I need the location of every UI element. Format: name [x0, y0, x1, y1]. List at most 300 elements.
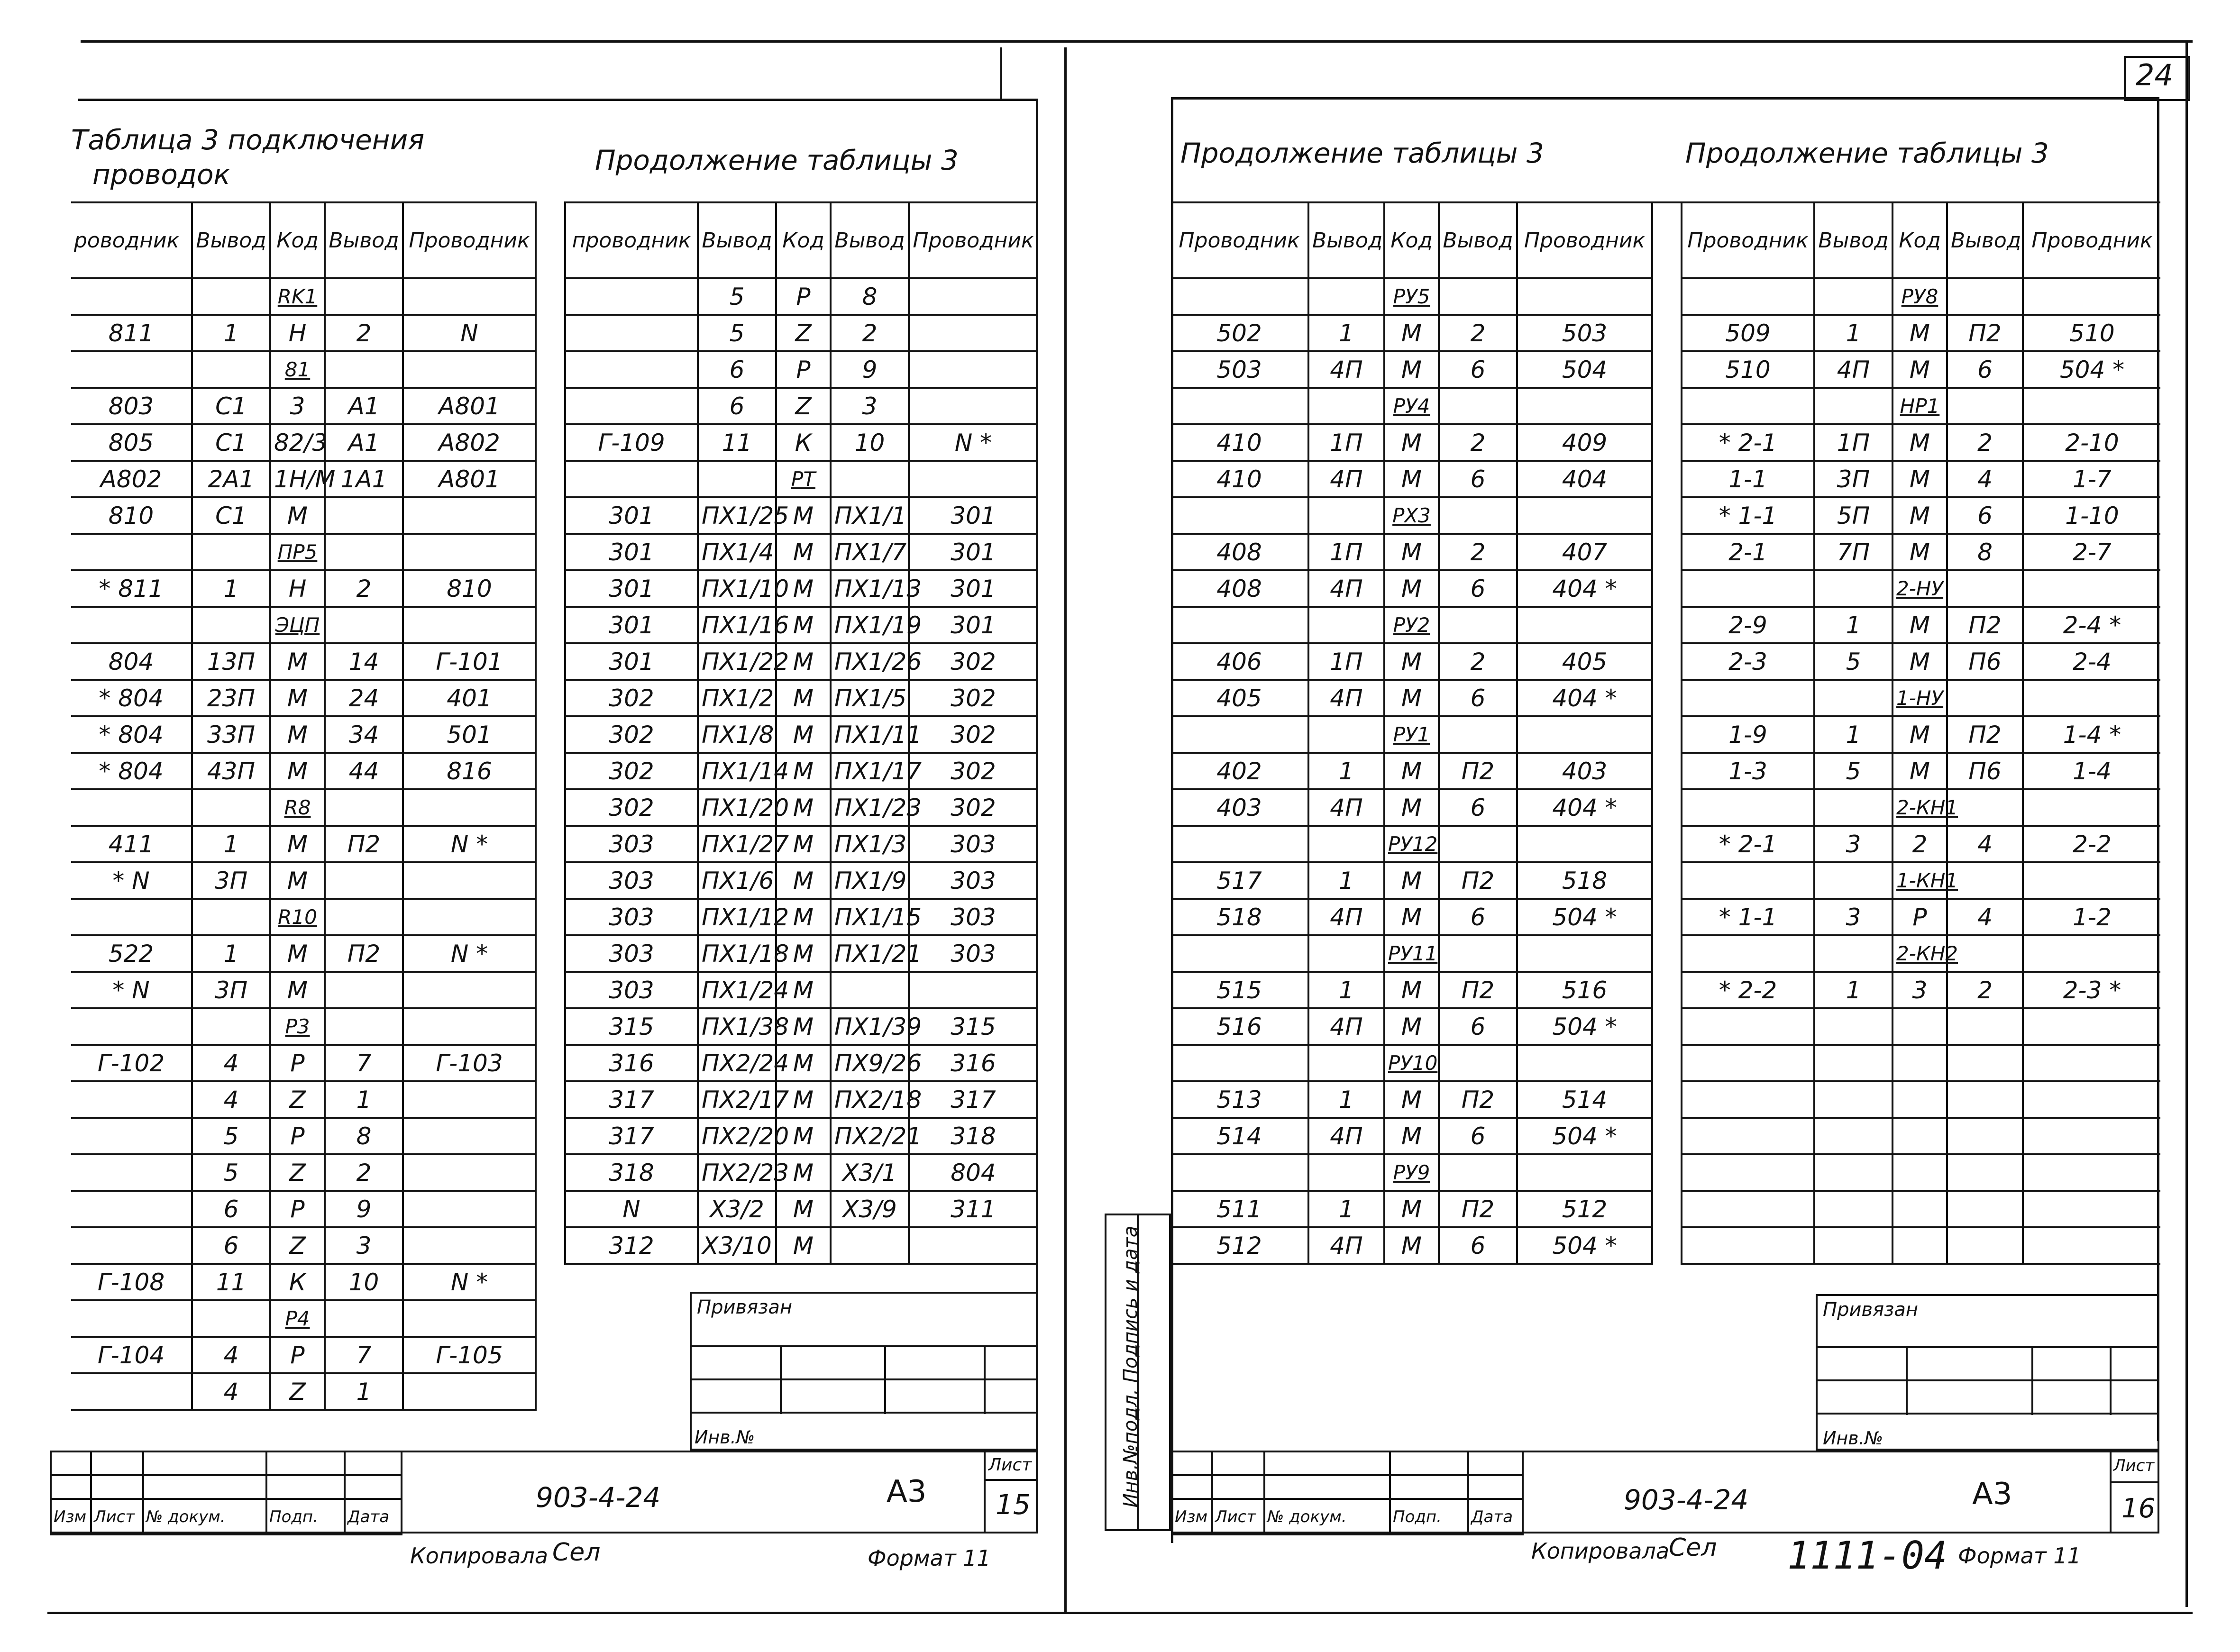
- table-row: [1171, 1118, 1652, 1154]
- table-cell: 3: [325, 1227, 403, 1264]
- table-cell: 805: [71, 424, 192, 461]
- code-cell: 2-КН2: [1893, 935, 1947, 972]
- table-cell: 34: [325, 716, 403, 753]
- code-cell: М: [270, 753, 325, 789]
- table-row: [71, 351, 536, 388]
- table-row: [565, 534, 1037, 570]
- table-row: [565, 862, 1037, 899]
- format-label: Формат 11: [1958, 1543, 2081, 1569]
- code-cell: М: [1384, 534, 1439, 570]
- table-cell: N *: [403, 1264, 536, 1300]
- table-row: [565, 1227, 1037, 1264]
- table-cell: 5: [192, 1154, 270, 1191]
- table-cell: Х3/9: [831, 1191, 909, 1227]
- table-cell: [1171, 1045, 1308, 1081]
- code-cell: М: [1384, 1191, 1439, 1227]
- table-cell: [325, 278, 403, 315]
- table-cell: С1: [192, 497, 270, 534]
- code-cell: М: [270, 497, 325, 534]
- table-cell: 303: [909, 899, 1037, 935]
- code-cell: Р: [270, 1045, 325, 1081]
- table-cell: [1517, 1154, 1652, 1191]
- table-cell: 9: [831, 351, 909, 388]
- code-cell: М: [270, 716, 325, 753]
- table-cell: 1-1: [1682, 461, 1814, 497]
- stamp-label: № докум.: [143, 1499, 266, 1534]
- table-cell: [1517, 497, 1652, 534]
- table-cell: [1814, 680, 1893, 716]
- table-cell: 4П: [1308, 680, 1384, 716]
- table-row: [1171, 1081, 1652, 1118]
- table-cell: [1947, 1191, 2023, 1227]
- table-row: [71, 826, 536, 862]
- table-cell: 1-3: [1682, 753, 1814, 789]
- table-cell: 503: [1517, 315, 1652, 351]
- table-cell: [403, 1118, 536, 1154]
- col-header: Вывод: [1814, 202, 1893, 278]
- code-cell: М: [776, 607, 831, 643]
- table-cell: 517: [1171, 862, 1308, 899]
- table-cell: [1308, 1045, 1384, 1081]
- table-cell: 6: [1439, 570, 1517, 607]
- table-cell: 1-9: [1682, 716, 1814, 753]
- table-header-row: [71, 202, 536, 278]
- table-cell: [1947, 935, 2023, 972]
- table-row: [1171, 424, 1652, 461]
- table-cell: 1: [192, 826, 270, 862]
- table-cell: 7: [325, 1045, 403, 1081]
- table-cell: 8: [831, 278, 909, 315]
- table-row: [71, 388, 536, 424]
- grid-line: [984, 1345, 986, 1414]
- table-cell: 302: [909, 753, 1037, 789]
- table-row: [1171, 534, 1652, 570]
- table-cell: 44: [325, 753, 403, 789]
- table-cell: [1947, 1008, 2023, 1045]
- code-cell: РУ1: [1384, 716, 1439, 753]
- table-cell: 1-7: [2023, 461, 2160, 497]
- table-cell: [71, 534, 192, 570]
- table-cell: 804: [71, 643, 192, 680]
- table-cell: 1: [1308, 1081, 1384, 1118]
- table-cell: [403, 1154, 536, 1191]
- table-cell: А1: [325, 388, 403, 424]
- table-cell: [1308, 497, 1384, 534]
- table-row: [1171, 935, 1652, 972]
- code-cell: Z: [776, 315, 831, 351]
- code-cell: М: [270, 935, 325, 972]
- table-cell: 408: [1171, 534, 1308, 570]
- table-cell: Г-105: [403, 1337, 536, 1373]
- grid-line: [984, 1451, 986, 1533]
- table-row: [1171, 1227, 1652, 1264]
- table-row: [1171, 899, 1652, 935]
- code-cell: М: [1893, 607, 1947, 643]
- code-cell: М: [1384, 680, 1439, 716]
- table-cell: * 804: [71, 680, 192, 716]
- code-cell: Р: [270, 1118, 325, 1154]
- table-cell: 317: [909, 1081, 1037, 1118]
- code-cell: М: [1893, 716, 1947, 753]
- table-cell: 502: [1171, 315, 1308, 351]
- code-cell: Р: [776, 351, 831, 388]
- copier-signature: Сел: [1669, 1533, 1717, 1562]
- table-cell: 2: [1439, 424, 1517, 461]
- table-cell: 301: [909, 497, 1037, 534]
- table-cell: 2-3: [1682, 643, 1814, 680]
- wiring-table-c: [1171, 201, 1653, 1265]
- table-cell: [71, 607, 192, 643]
- table-cell: 23П: [192, 680, 270, 716]
- table-cell: ПХ1/9: [831, 862, 909, 899]
- table-cell: [1171, 278, 1308, 315]
- table-cell: [2023, 1191, 2160, 1227]
- col-header: Код: [1384, 202, 1439, 278]
- code-cell: РУ2: [1384, 607, 1439, 643]
- table-cell: * 804: [71, 753, 192, 789]
- code-cell: К: [270, 1264, 325, 1300]
- table-row: [1171, 388, 1652, 424]
- table-cell: ПХ1/22: [698, 643, 776, 680]
- table-cell: 302: [565, 716, 698, 753]
- table-row: [565, 680, 1037, 716]
- table-cell: 6: [1439, 789, 1517, 826]
- table-cell: [403, 1008, 536, 1045]
- table-cell: 6: [192, 1191, 270, 1227]
- table-cell: 316: [909, 1045, 1037, 1081]
- table-row: [565, 1008, 1037, 1045]
- col-header: Проводник: [1517, 202, 1652, 278]
- table-cell: 2-1: [1682, 534, 1814, 570]
- table-row: [1682, 607, 2160, 643]
- table-cell: 2: [831, 315, 909, 351]
- table-cell: [2023, 570, 2160, 607]
- table-cell: 2-2: [2023, 826, 2160, 862]
- table-cell: Х3/10: [698, 1227, 776, 1264]
- code-cell: 1-НУ: [1893, 680, 1947, 716]
- table-cell: [565, 351, 698, 388]
- table-cell: 302: [565, 789, 698, 826]
- table-cell: 8: [325, 1118, 403, 1154]
- table-row: [1171, 497, 1652, 534]
- table-cell: [1682, 1081, 1814, 1118]
- table-cell: 4П: [1308, 351, 1384, 388]
- code-cell: М: [776, 862, 831, 899]
- table-cell: 404 *: [1517, 680, 1652, 716]
- table-cell: [2023, 1045, 2160, 1081]
- code-cell: Р4: [270, 1300, 325, 1337]
- code-cell: М: [776, 935, 831, 972]
- table-cell: 518: [1171, 899, 1308, 935]
- table-cell: [1308, 607, 1384, 643]
- table-row: [1171, 972, 1652, 1008]
- table-cell: 504 *: [1517, 899, 1652, 935]
- table-row: [565, 899, 1037, 935]
- sheet-number: 15: [996, 1488, 1031, 1521]
- table-row: [1682, 1045, 2160, 1081]
- table-cell: 512: [1171, 1227, 1308, 1264]
- code-cell: НР1: [1893, 388, 1947, 424]
- col-header: Вывод: [1308, 202, 1384, 278]
- table-cell: 2: [1947, 972, 2023, 1008]
- table-cell: ПХ1/25: [698, 497, 776, 534]
- table-cell: 5: [1814, 643, 1893, 680]
- left-sheet-top-border: [78, 99, 1038, 101]
- table-cell: 504 *: [2023, 351, 2160, 388]
- table-row: [71, 862, 536, 899]
- table-row: [1682, 497, 2160, 534]
- table-cell: 2-9: [1682, 607, 1814, 643]
- table-cell: [403, 862, 536, 899]
- table-row: [71, 534, 536, 570]
- code-cell: М: [1384, 1008, 1439, 1045]
- table-row: [71, 607, 536, 643]
- code-cell: М: [1893, 461, 1947, 497]
- right-sheet-top-border: [1171, 97, 2159, 100]
- code-cell: 81: [270, 351, 325, 388]
- table-cell: [1308, 716, 1384, 753]
- code-cell: Н: [270, 570, 325, 607]
- code-cell: М: [1893, 497, 1947, 534]
- table-row: [1682, 826, 2160, 862]
- table-row: [565, 388, 1037, 424]
- table-cell: ПХ1/38: [698, 1008, 776, 1045]
- table-cell: [325, 1300, 403, 1337]
- col-header: проводник: [565, 202, 698, 278]
- table-cell: [1439, 826, 1517, 862]
- table-cell: [565, 315, 698, 351]
- table-row: [565, 643, 1037, 680]
- table-cell: [909, 1227, 1037, 1264]
- table-cell: [2023, 1118, 2160, 1154]
- table-cell: ПХ1/13: [831, 570, 909, 607]
- table-cell: 803: [71, 388, 192, 424]
- table-cell: 303: [565, 899, 698, 935]
- table-cell: 4: [192, 1081, 270, 1118]
- table-cell: 11: [698, 424, 776, 461]
- table-cell: [909, 351, 1037, 388]
- table-row: [1171, 315, 1652, 351]
- code-cell: М: [1384, 424, 1439, 461]
- code-cell: М: [1384, 753, 1439, 789]
- table-row: [1171, 716, 1652, 753]
- table-cell: П2: [1439, 972, 1517, 1008]
- grid-line: [1906, 1346, 1908, 1415]
- table-row: [1682, 351, 2160, 388]
- table-cell: [1814, 789, 1893, 826]
- table-cell: 2-4 *: [2023, 607, 2160, 643]
- table-cell: А802: [71, 461, 192, 497]
- table-cell: 4: [192, 1373, 270, 1410]
- table-cell: 10: [831, 424, 909, 461]
- code-cell: М: [776, 1118, 831, 1154]
- table-row: [1682, 1227, 2160, 1264]
- table-cell: 1: [192, 315, 270, 351]
- table-row: [71, 1081, 536, 1118]
- grid-line: [2031, 1346, 2033, 1415]
- table-cell: 6: [1439, 680, 1517, 716]
- table-row: [565, 315, 1037, 351]
- table-cell: С1: [192, 424, 270, 461]
- table-cell: ПХ1/4: [698, 534, 776, 570]
- table-cell: 403: [1171, 789, 1308, 826]
- table-cell: 4: [1947, 826, 2023, 862]
- table-cell: 509: [1682, 315, 1814, 351]
- table-cell: 516: [1171, 1008, 1308, 1045]
- table-row: [565, 1191, 1037, 1227]
- table-row: [71, 315, 536, 351]
- table-cell: [1308, 388, 1384, 424]
- table-cell: ПХ2/17: [698, 1081, 776, 1118]
- table-cell: [403, 534, 536, 570]
- table-row: [1682, 862, 2160, 899]
- table-cell: [2023, 1081, 2160, 1118]
- table-row: [1682, 972, 2160, 1008]
- code-cell: М: [776, 570, 831, 607]
- table-cell: ПХ1/14: [698, 753, 776, 789]
- table-cell: [71, 899, 192, 935]
- table-cell: 303: [565, 935, 698, 972]
- table-cell: [1814, 1191, 1893, 1227]
- table-cell: ПХ1/27: [698, 826, 776, 862]
- table-row: [1682, 1118, 2160, 1154]
- table-cell: 301: [909, 534, 1037, 570]
- table-cell: 4П: [1308, 461, 1384, 497]
- copied-by: Копировала: [1531, 1538, 1670, 1564]
- grid-line: [2110, 1451, 2112, 1533]
- table-row: [565, 461, 1037, 497]
- table-cell: N: [403, 315, 536, 351]
- table-cell: [2023, 935, 2160, 972]
- table-row: [71, 935, 536, 972]
- table-cell: [403, 1191, 536, 1227]
- table-row: [1171, 680, 1652, 716]
- code-cell: М: [270, 826, 325, 862]
- table-cell: ПХ1/6: [698, 862, 776, 899]
- table-cell: 1: [1814, 607, 1893, 643]
- table-cell: П6: [1947, 643, 2023, 680]
- table-cell: 1: [192, 935, 270, 972]
- table-cell: [1171, 497, 1308, 534]
- table-cell: 4П: [1814, 351, 1893, 388]
- table-cell: 407: [1517, 534, 1652, 570]
- table-row: [71, 1264, 536, 1300]
- grid-line: [1816, 1413, 2159, 1415]
- table-cell: 6: [192, 1227, 270, 1264]
- table-cell: 2: [1947, 424, 2023, 461]
- table-cell: [1682, 388, 1814, 424]
- document-code: 903-4-24: [1624, 1484, 1749, 1516]
- table-cell: Х3/1: [831, 1154, 909, 1191]
- table-cell: 405: [1171, 680, 1308, 716]
- table-cell: [909, 278, 1037, 315]
- table-cell: 1А1: [325, 461, 403, 497]
- table-cell: 302: [565, 753, 698, 789]
- table-cell: 504: [1517, 351, 1652, 388]
- table-cell: [1947, 1081, 2023, 1118]
- col-header: Вывод: [325, 202, 403, 278]
- table-cell: 303: [565, 862, 698, 899]
- table-row: [565, 1081, 1037, 1118]
- table-cell: [2023, 1154, 2160, 1191]
- table-cell: [831, 972, 909, 1008]
- table-cell: [1814, 1081, 1893, 1118]
- code-cell: Н: [270, 315, 325, 351]
- table-cell: 2: [325, 1154, 403, 1191]
- table-row: [1171, 570, 1652, 607]
- table-row: [1171, 862, 1652, 899]
- table-cell: Г-108: [71, 1264, 192, 1300]
- table-cell: [1814, 1154, 1893, 1191]
- stamp-label: Лист: [91, 1499, 143, 1534]
- table-cell: ПХ1/8: [698, 716, 776, 753]
- stamp-label: Подп.: [1390, 1499, 1468, 1534]
- table-row: [1682, 388, 2160, 424]
- table-cell: 6: [698, 351, 776, 388]
- table-cell: 302: [909, 643, 1037, 680]
- table-cell: ПХ1/21: [831, 935, 909, 972]
- table-cell: 2-3 *: [2023, 972, 2160, 1008]
- table-row: [1682, 899, 2160, 935]
- table-cell: 401: [403, 680, 536, 716]
- table-row: [565, 278, 1037, 315]
- wiring-table-d: [1681, 201, 2160, 1265]
- table-cell: 1П: [1308, 424, 1384, 461]
- copied-by: Копировала: [410, 1543, 549, 1569]
- table-row: [1682, 753, 2160, 789]
- table-cell: [1439, 1045, 1517, 1081]
- code-cell: М: [776, 1191, 831, 1227]
- top-rule: [81, 40, 2193, 43]
- table-cell: [1682, 1008, 1814, 1045]
- code-cell: RK1: [270, 278, 325, 315]
- code-cell: М: [776, 716, 831, 753]
- sheet-number: 16: [2121, 1493, 2156, 1524]
- table-cell: [325, 972, 403, 1008]
- table-cell: 4П: [1308, 570, 1384, 607]
- table-row: [1682, 680, 2160, 716]
- code-cell: Z: [776, 388, 831, 424]
- table-cell: [192, 899, 270, 935]
- table-row: [1682, 461, 2160, 497]
- table-cell: ПХ1/1: [831, 497, 909, 534]
- table-cell: [1517, 935, 1652, 972]
- table-cell: ПХ1/12: [698, 899, 776, 935]
- table-cell: ПХ1/18: [698, 935, 776, 972]
- table-cell: [403, 1373, 536, 1410]
- table-cell: [1947, 1227, 2023, 1264]
- table-cell: ПХ1/20: [698, 789, 776, 826]
- table-cell: N: [565, 1191, 698, 1227]
- table-cell: 6: [1439, 1227, 1517, 1264]
- table-cell: [1682, 1154, 1814, 1191]
- table-cell: 3П: [1814, 461, 1893, 497]
- table-row: [565, 716, 1037, 753]
- code-cell: М: [776, 1154, 831, 1191]
- table-cell: * 2-2: [1682, 972, 1814, 1008]
- code-cell: М: [1384, 643, 1439, 680]
- table-row: [1682, 1008, 2160, 1045]
- stamp-label: № докум.: [1264, 1499, 1390, 1534]
- table-cell: [1439, 935, 1517, 972]
- table-cell: 5: [698, 315, 776, 351]
- col-header: Вывод: [192, 202, 270, 278]
- table-cell: [403, 278, 536, 315]
- table-cell: [2023, 1008, 2160, 1045]
- code-cell: Z: [270, 1373, 325, 1410]
- table-cell: П2: [1947, 716, 2023, 753]
- table-cell: [1947, 570, 2023, 607]
